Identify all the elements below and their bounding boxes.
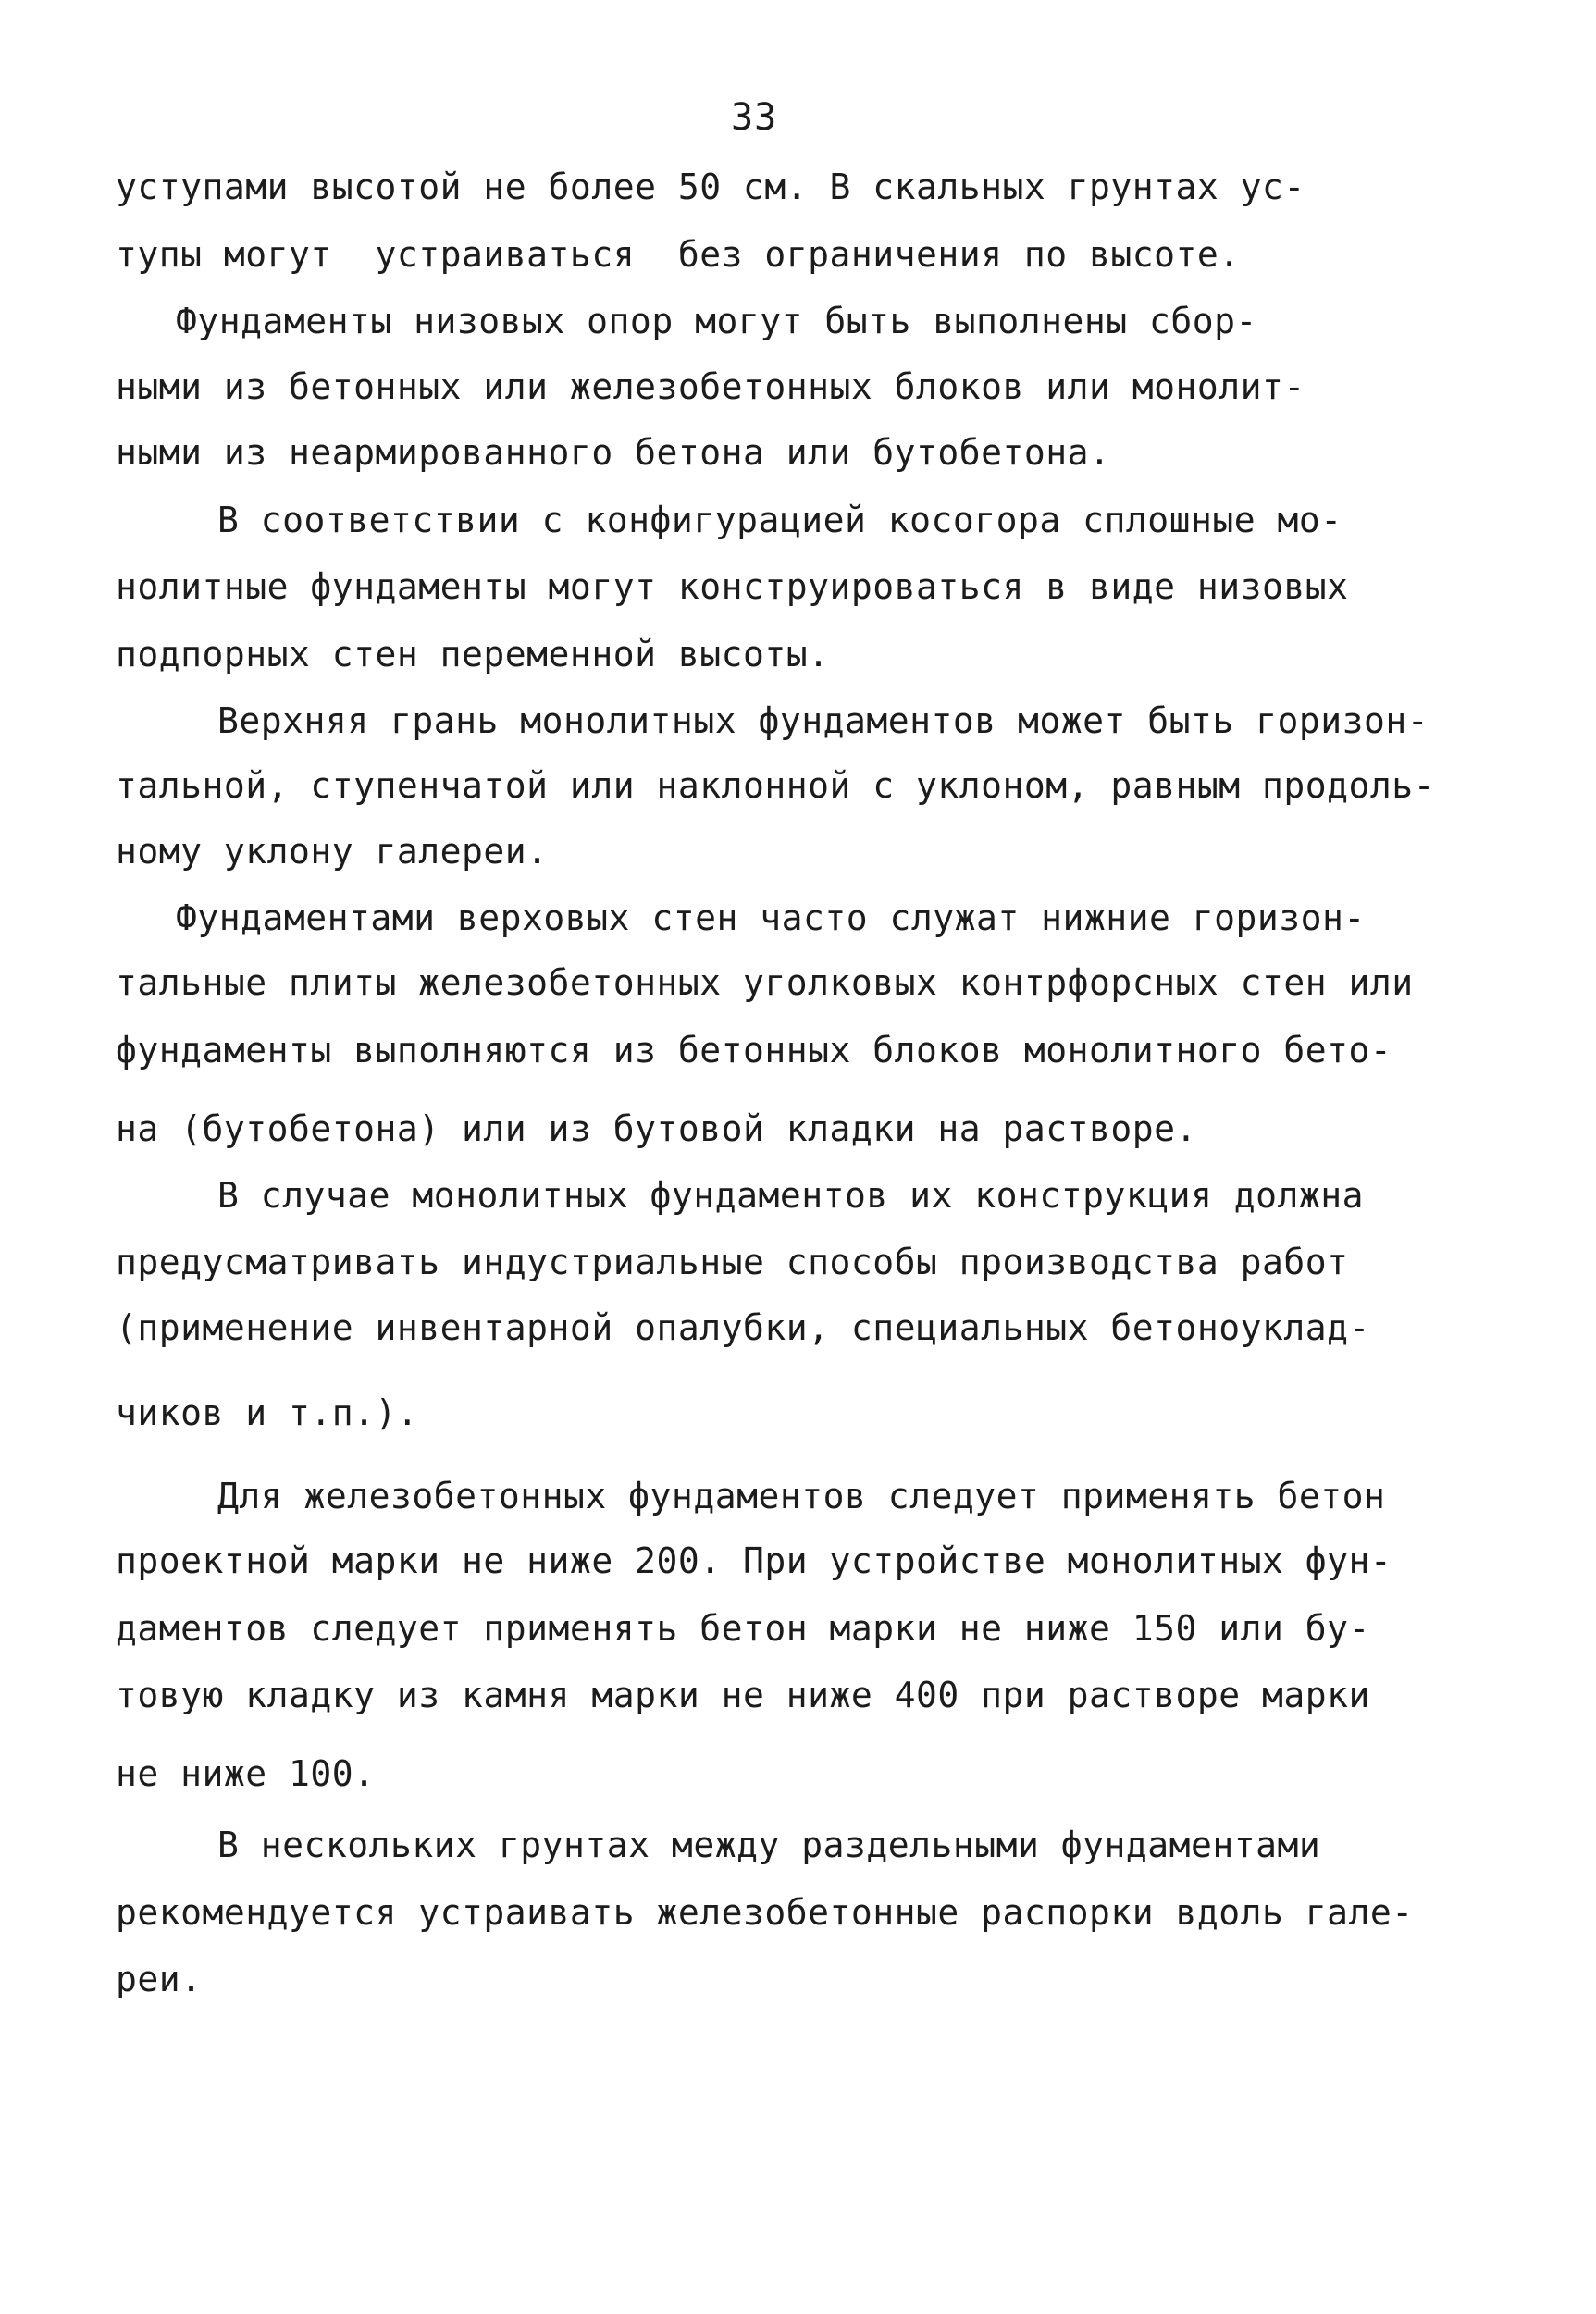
text-line: не ниже 100.: [116, 1753, 376, 1794]
text-line: нолитные фундаменты могут конструироваться в виде низовых: [116, 566, 1349, 607]
text-line: Верхняя грань монолитных фундаментов может быть горизон-: [217, 700, 1429, 741]
text-line: рекомендуется устраивать железобетонные распорки вдоль гале-: [116, 1892, 1414, 1933]
text-line: подпорных стен переменной высоты.: [116, 634, 830, 674]
text-line: тальные плиты железобетонных уголковых контрфорсных стен или: [116, 962, 1414, 1003]
text-line: чиков и т.п.).: [116, 1392, 419, 1433]
text-line: ными из бетонных или железобетонных блоков или монолит-: [116, 366, 1305, 407]
text-line: проектной марки не ниже 200. При устройстве монолитных фун-: [116, 1541, 1392, 1581]
page-number: 33: [731, 96, 778, 139]
text-line: на (бутобетона) или из бутовой кладки на растворе.: [116, 1108, 1197, 1149]
text-line: Фундаменты низовых опор могут быть выполнены сбор-: [176, 301, 1257, 341]
text-line: уступами высотой не более 50 см. В скальных грунтах ус-: [116, 167, 1305, 207]
text-line: предусматривать индустриальные способы производства работ: [116, 1242, 1349, 1282]
text-line: Для железобетонных фундаментов следует применять бетон: [217, 1476, 1386, 1516]
text-line: В соответствии с конфигурацией косогора сплошные мо-: [217, 500, 1342, 540]
text-line: даментов следует применять бетон марки не ниже 150 или бу-: [116, 1608, 1370, 1649]
text-line: товую кладку из камня марки не ниже 400 при растворе марки: [116, 1675, 1370, 1715]
text-line: тальной, ступенчатой или наклонной с уклоном, равным продоль-: [116, 765, 1436, 806]
text-line: ными из неармированного бетона или бутобетона.: [116, 432, 1111, 473]
text-line: реи.: [116, 1959, 203, 1999]
text-line: фундаменты выполняются из бетонных блоков монолитного бето-: [116, 1030, 1392, 1070]
text-line: (применение инвентарной опалубки, специальных бетоноуклад-: [116, 1307, 1370, 1348]
text-line: В нескольких грунтах между раздельными фундаментами: [217, 1825, 1321, 1865]
text-line: В случае монолитных фундаментов их конструкция должна: [217, 1175, 1365, 1216]
text-line: ному уклону галереи.: [116, 831, 549, 872]
text-line: тупы могут устраиваться без ограничения по высоте.: [116, 234, 1241, 275]
text-line: Фундаментами верховых стен часто служат нижние горизон-: [176, 897, 1366, 938]
